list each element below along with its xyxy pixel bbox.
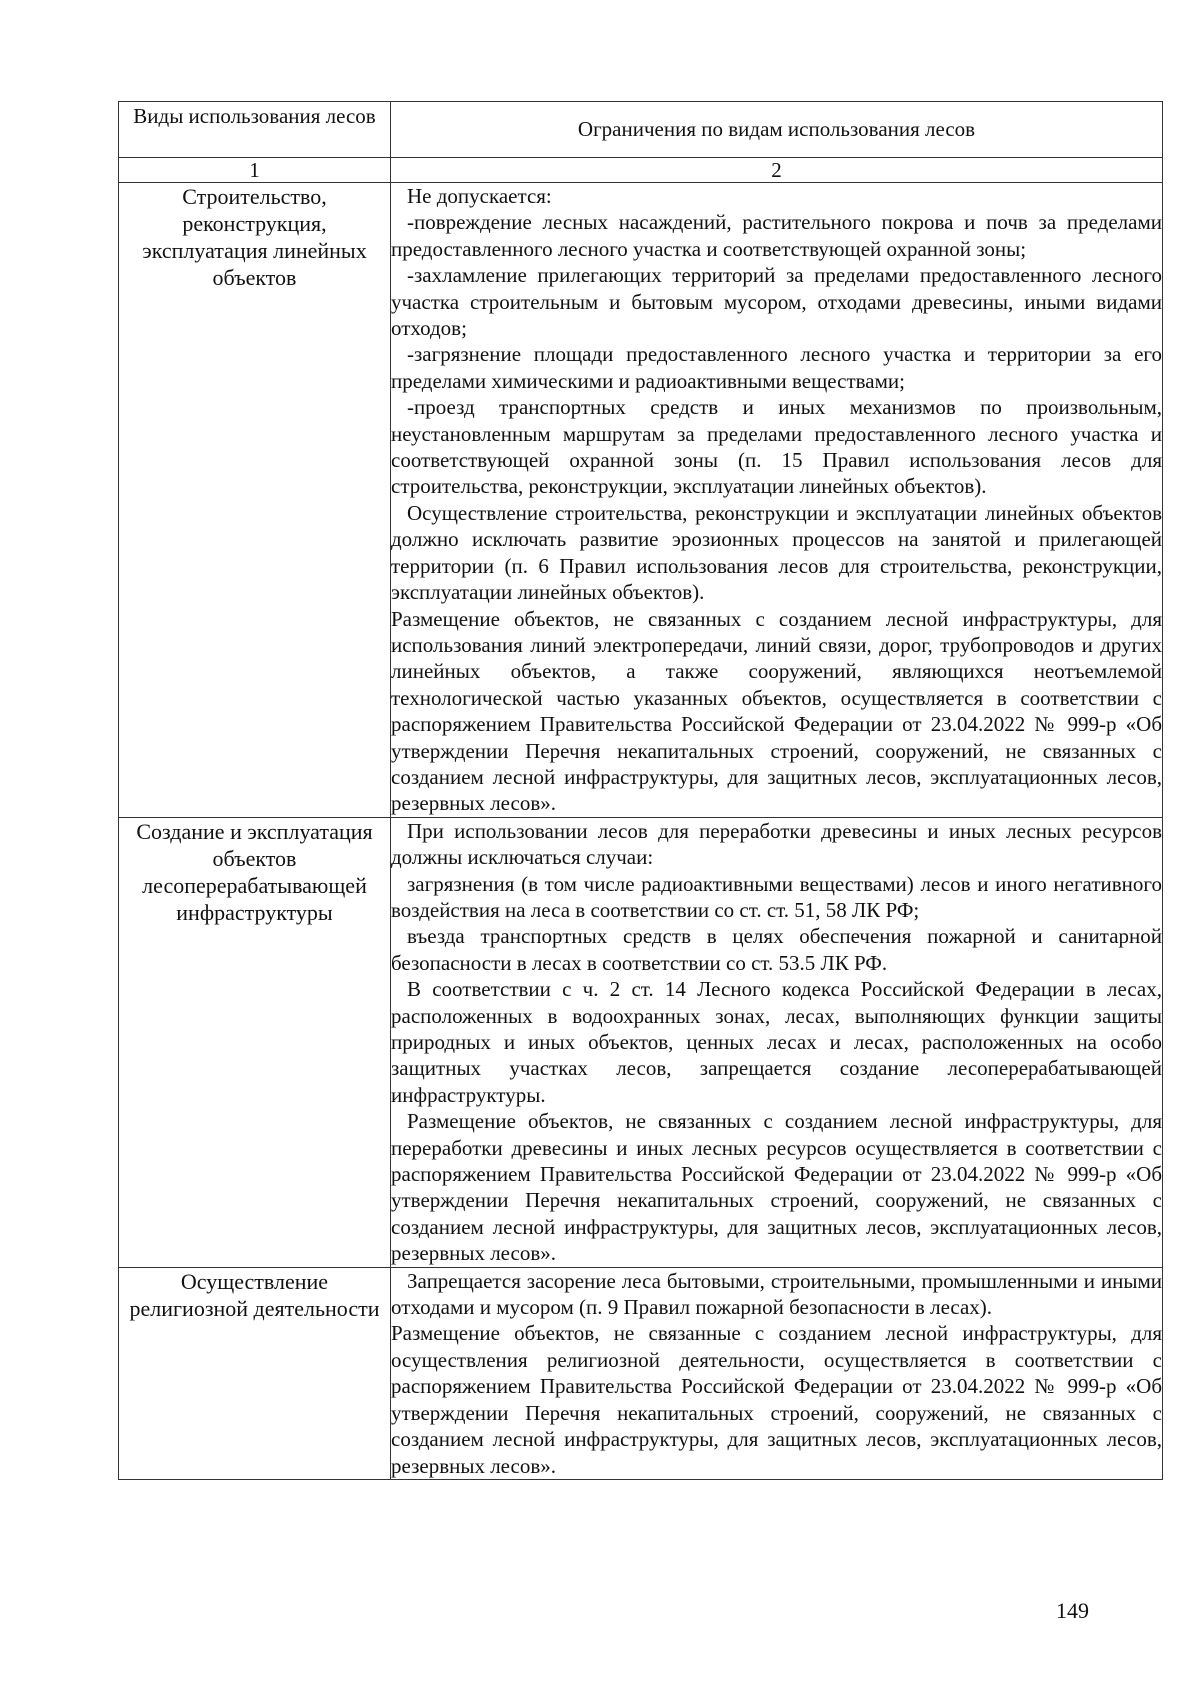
forest-use-type-cell: Создание и эксплуатация объектов лесоперерабатывающей инфраструктуры — [119, 817, 391, 1267]
restriction-paragraph: -проезд транспортных средств и иных механизмов по произвольным, неустановленным маршрутам за пределами предоставленного лесного участка и соответствующей охранной зоны (п. 15 Правил использования лесов для строительства, реконструкции, эксплуатации линейных объектов). — [391, 395, 1162, 499]
restriction-paragraph: -повреждение лесных насаждений, растительного покрова и почв за пределами предоставленного лесного участка и соответствующей охранной зоны; — [391, 210, 1162, 261]
restrictions-cell — [391, 817, 1163, 1267]
restriction-paragraph: -загрязнение площади предоставленного лесного участка и территории за его пределами химическими и радиоактивными веществами; — [391, 342, 1162, 393]
restriction-paragraph: -захламление прилегающих территорий за пределами предоставленного лесного участка строительным и бытовым мусором, отходами древесины, иными видами отходов; — [391, 263, 1162, 341]
table-row — [119, 183, 1163, 818]
restriction-paragraph: Размещение объектов, не связанных с созданием лесной инфраструктуры, для переработки древесины и иных лесных ресурсов осуществляется в соответствии с распоряжением Правительства Российской Федерации от 23.04.2022 № 999-р «Об утверждении Перечня некапитальных строений, сооружений, не связанных с созданием лесной инфраструктуры, для защитных лесов, эксплуатационных лесов, резервных лесов». — [391, 1109, 1162, 1266]
restrictions-cell — [391, 183, 1163, 818]
restriction-paragraph: Размещение объектов, не связанные с созданием лесной инфраструктуры, для осуществления религиозной деятельности, осуществляется в соответствии с распоряжением Правительства Российской Федерации от 23.04.2022 № 999-р «Об утверждении Перечня некапитальных строений, сооружений, не связанных с созданием лесной инфраструктуры, для защитных лесов, эксплуатационных лесов, резервных лесов». — [391, 1321, 1162, 1478]
header-forest-use-types: Виды использования лесов — [119, 102, 391, 158]
forest-use-restrictions-table — [118, 101, 1163, 1480]
restriction-paragraph: загрязнения (в том числе радиоактивными веществами) лесов и иного негативного воздействия на леса в соответствии со ст. ст. 51, 58 ЛК РФ; — [391, 871, 1162, 922]
column-number-1: 1 — [119, 158, 391, 183]
column-number-row — [119, 158, 1163, 183]
column-number-2: 2 — [391, 158, 1163, 183]
restriction-paragraph: В соответствии с ч. 2 ст. 14 Лесного кодекса Российской Федерации в лесах, расположенных в водоохранных зонах, лесах, выполняющих функции защиты природных и иных объектов, ценных лесах и лесах, расположенных на особо защитных участках лесов, запрещается создание лесоперерабатывающей инфраструктуры. — [391, 977, 1162, 1107]
restriction-paragraph: въезда транспортных средств в целях обеспечения пожарной и санитарной безопасности в лесах в соответствии со ст. 53.5 ЛК РФ. — [391, 924, 1162, 975]
restriction-paragraph: Осуществление строительства, реконструкции и эксплуатации линейных объектов должно исключать развитие эрозионных процессов на занятой и прилегающей территории (п. 6 Правил использования лесов для строительства, реконструкции, эксплуатации линейных объектов). — [391, 500, 1162, 605]
restriction-paragraph: При использовании лесов для переработки древесины и иных лесных ресурсов должны исключаться случаи: — [391, 818, 1162, 870]
table-row — [119, 817, 1163, 1267]
restriction-paragraph: Не допускается: — [407, 184, 552, 208]
restrictions-cell — [391, 1267, 1163, 1479]
forest-use-type-cell: Осуществление религиозной деятельности — [119, 1267, 391, 1479]
restriction-paragraph: Размещение объектов, не связанных с созданием лесной инфраструктуры, для использования линий электропередачи, линий связи, дорог, трубопроводов и других линейных объектов, а также сооружений, являющихся неотъемлемой технологической частью указанных объектов, осуществляется в соответствии с распоряжением Правительства Российской Федерации от 23.04.2022 № 999-р «Об утверждении Перечня некапитальных строений, сооружений, не связанных с созданием лесной инфраструктуры, для защитных лесов, эксплуатационных лесов, резервных лесов». — [391, 606, 1162, 816]
table-header-row — [119, 102, 1163, 158]
table-row — [119, 1267, 1163, 1479]
forest-use-type-cell: Строительство, реконструкция, эксплуатация линейных объектов — [119, 183, 391, 818]
page-number: 149 — [1056, 1598, 1089, 1623]
header-restrictions: Ограничения по видам использования лесов — [391, 102, 1163, 158]
restriction-paragraph: Запрещается засорение леса бытовыми, строительными, промышленными и иными отходами и мусором (п. 9 Правил пожарной безопасности в лесах). — [391, 1268, 1162, 1320]
